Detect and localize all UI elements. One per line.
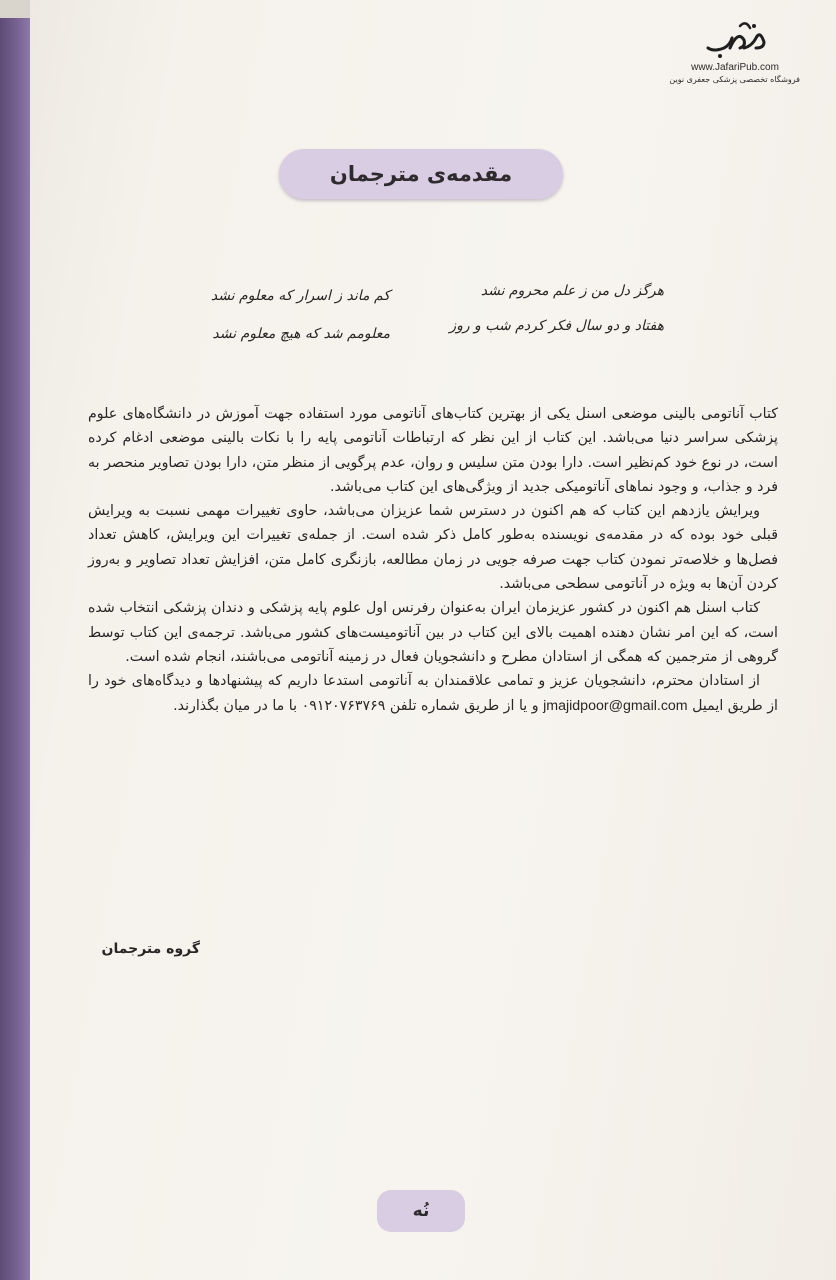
publisher-watermark bbox=[670, 18, 800, 98]
paragraph-4 bbox=[88, 669, 778, 718]
paragraph-1: کتاب آناتومی بالینی موضعی اسنل یکی از بهترین کتاب‌های آناتومی مورد استفاده جهت آموزش در دانشگاه‌های علوم پزشکی سراسر دنیا می‌باشد. این کتاب از این نظر که ارتباطات آناتومی پایه را با نکات بالینی موضعی ادغام کرده است، در نوع خود کم‌نظیر است. دارا بودن متن سلیس و روان، عدم پرگویی از منظر متن، دارا بودن تصاویر منحصر به فرد و جذاب، و وجود نماهای آناتومیکی جدید از ویژگی‌های این کتاب می‌باشد. bbox=[88, 406, 778, 495]
contact-email: jmajidpoor@gmail.com bbox=[543, 697, 688, 714]
page-number-badge bbox=[377, 1190, 465, 1232]
poem-line-1-left: کم ماند ز اسرار که معلوم نشد bbox=[210, 288, 390, 304]
publisher-url: www.JafariPub.com bbox=[691, 62, 779, 73]
title-badge bbox=[279, 149, 563, 199]
page-number: نُه bbox=[412, 1201, 430, 1221]
preface-body bbox=[88, 402, 778, 718]
page-edge-shadow bbox=[0, 0, 30, 18]
poem-line-2-left: معلومم شد که هیچ معلوم نشد bbox=[212, 326, 390, 342]
publisher-logo-icon bbox=[700, 18, 770, 60]
poem-line-2-right: هفتاد و دو سال فکر کردم شب و روز bbox=[449, 318, 664, 334]
paragraph-3: کتاب اسنل هم اکنون در کشور عزیزمان ایران به‌عنوان رفرنس اول علوم پایه پزشکی و دندان پزشکی انتخاب شده است، که این امر نشان دهنده اهمیت بالای این کتاب در بین آناتومیست‌های کشور می‌باشد. ترجمه‌ی این کتاب توسط گروهی از مترجمین که همگی از استادان مطرح و دانشجویان فعال در زمینه آناتومی می‌باشند، انجام شده است. bbox=[88, 600, 778, 665]
poem-line-1-right: هرگز دل من ز علم محروم نشد bbox=[480, 283, 664, 299]
paragraph-4-start: از استادان محترم، دانشجویان عزیز و تمامی علاقمندان به آناتومی استدعا داریم که پیشنهادها و دیدگاه‌های خود را از طریق ایمیل bbox=[88, 673, 778, 714]
publisher-caption: فروشگاه تخصصی پزشکی جعفری نوین bbox=[669, 75, 800, 84]
signature: گروه مترجمان bbox=[101, 941, 200, 957]
paragraph-2: ویرایش یازدهم این کتاب که هم اکنون در دسترس شما عزیزان می‌باشد، حاوی تغییرات مهمی نسبت به ویرایش قبلی خود بوده که در مقدمه‌ی نویسنده به‌طور کامل ذکر شده است. از جمله‌ی تغییرات این ویرایش، کاهش تعداد فصل‌ها و خلاصه‌تر نمودن کتاب جهت صرفه جویی در زمان مطالعه، بازنگری کامل متن، افزایش تعداد تصاویر و به‌روز کردن آن‌ها به ویژه در آناتومی سطحی می‌باشد. bbox=[88, 503, 778, 593]
paragraph-4-end: و یا از طریق شماره تلفن ۰۹۱۲۰۷۶۳۷۶۹ با ما در میان بگذارند. bbox=[173, 697, 539, 714]
page-title: مقدمه‌ی مترجمان bbox=[329, 162, 513, 186]
purple-page-edge bbox=[0, 18, 30, 1280]
